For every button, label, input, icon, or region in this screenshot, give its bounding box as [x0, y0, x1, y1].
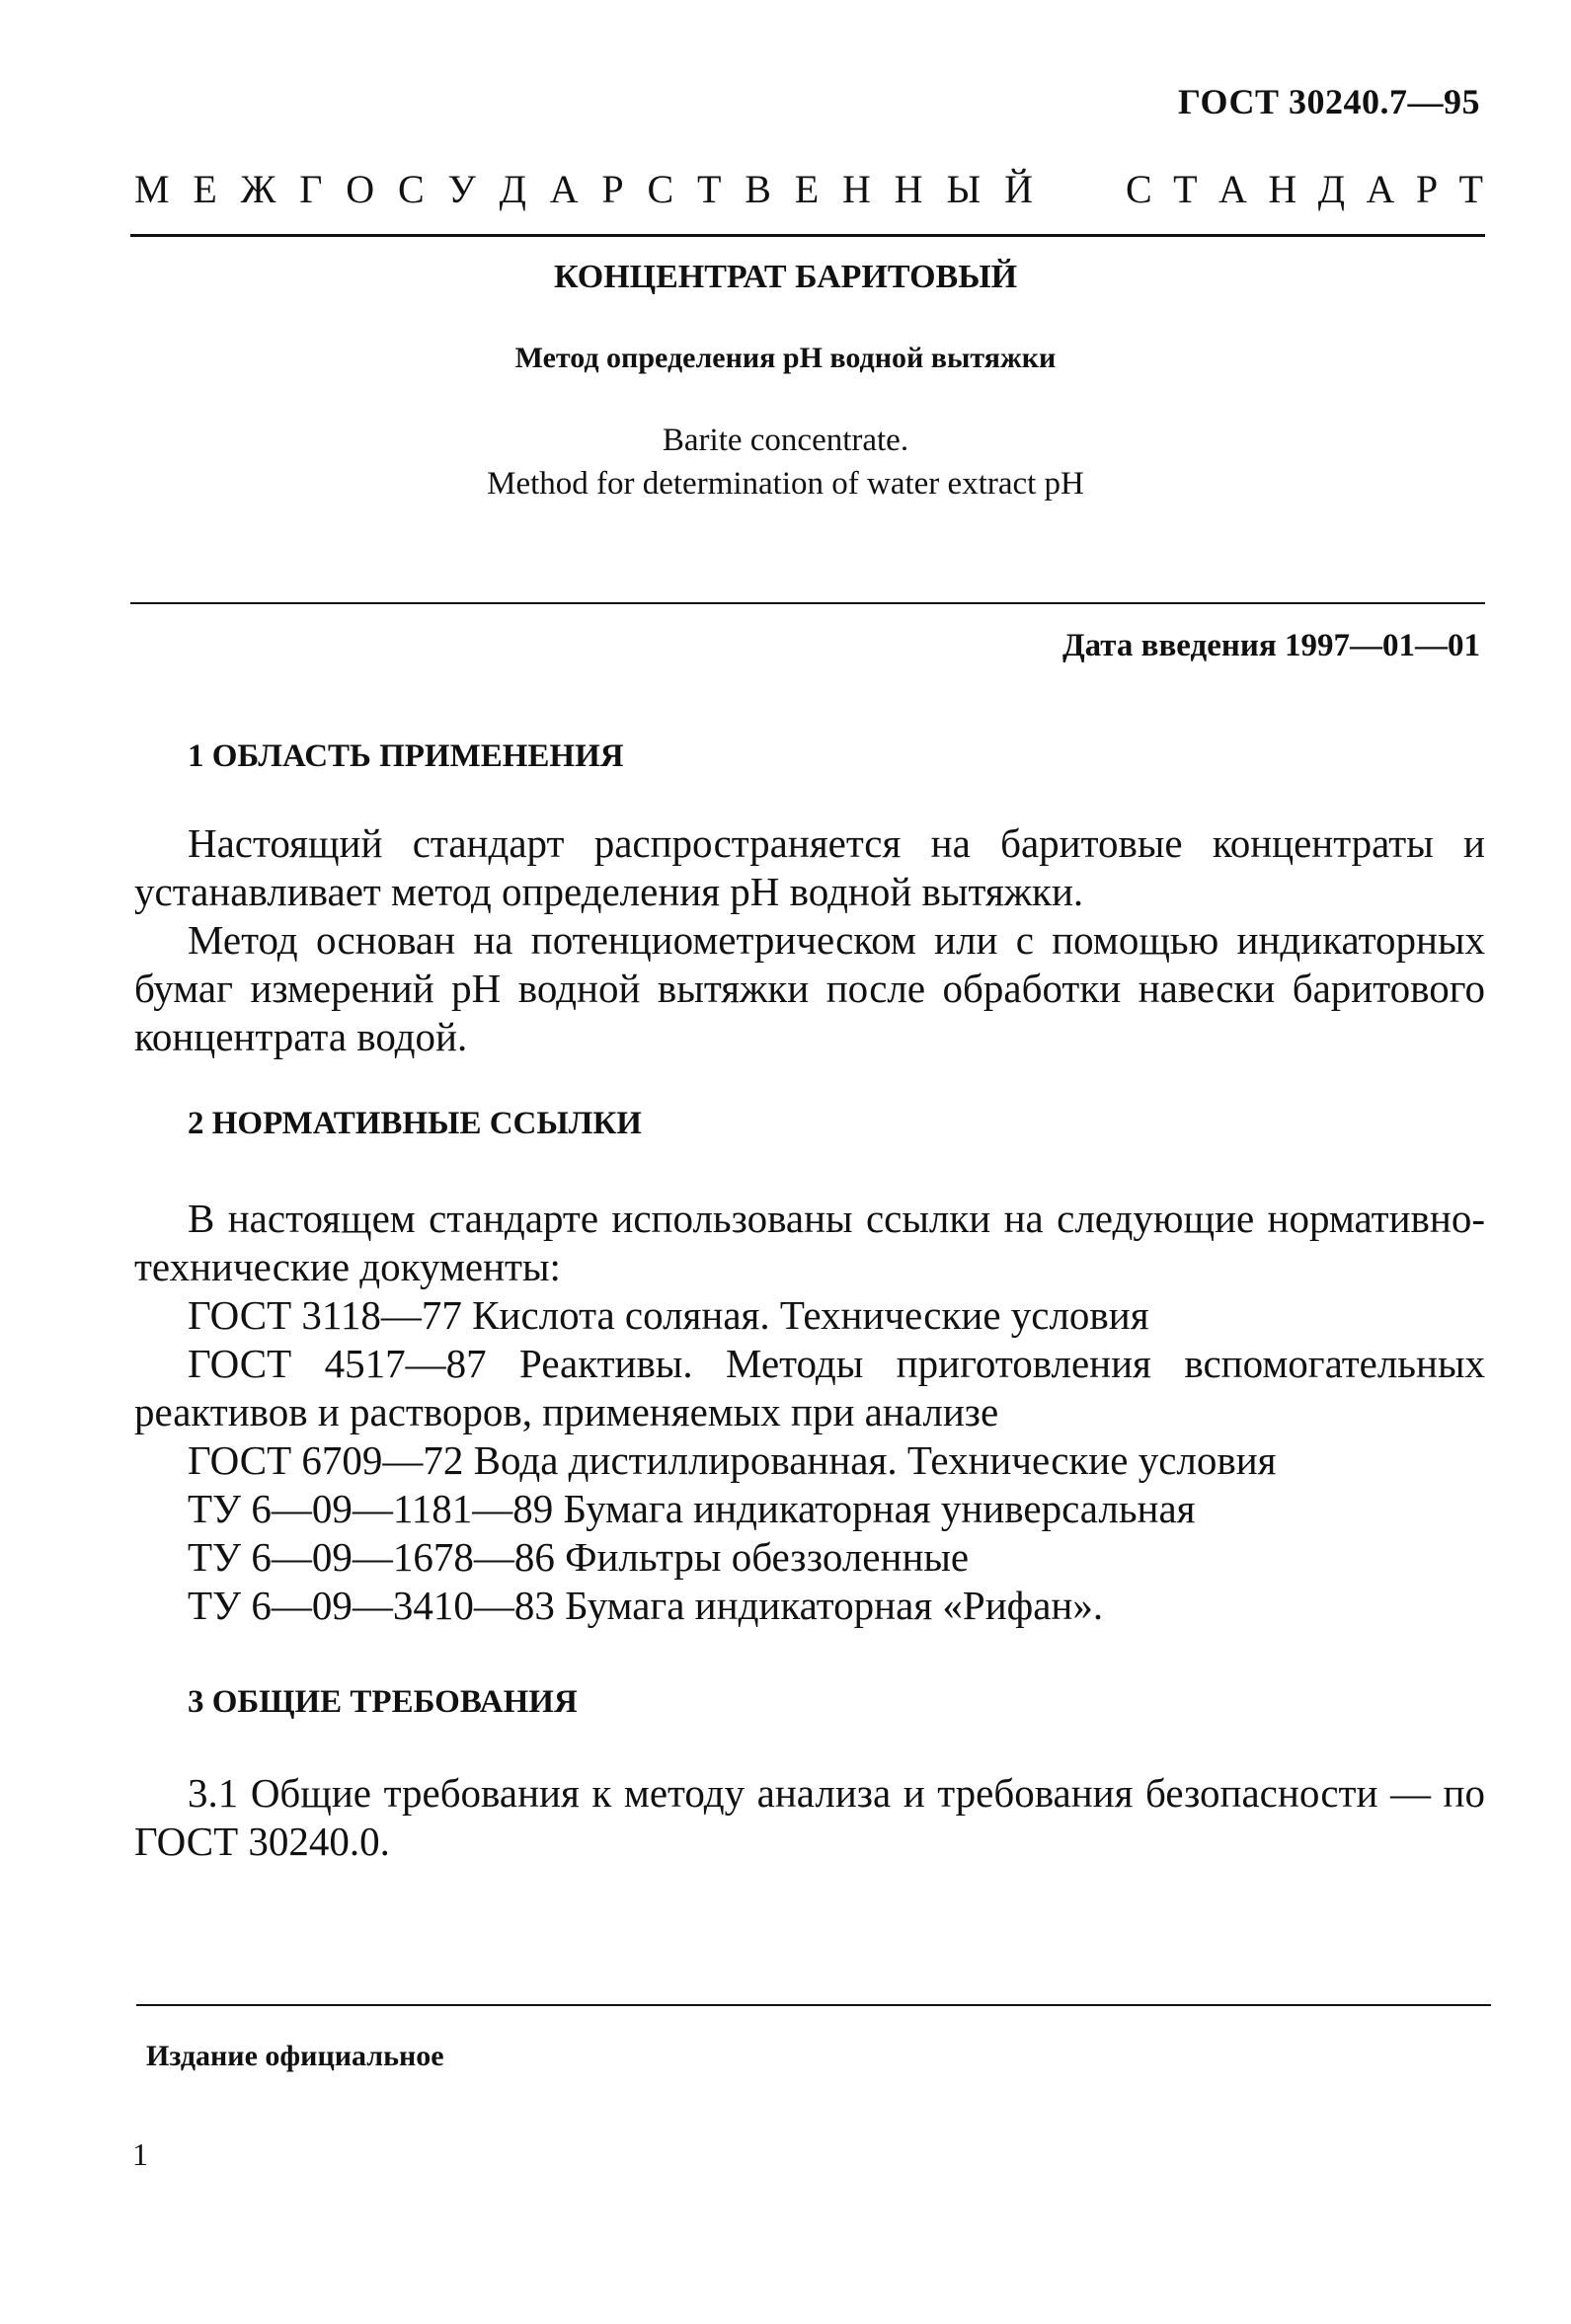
- paragraph: Настоящий стандарт распространяется на баритовые концентраты и устанавливает метод определения рН водной вытяжки.: [134, 820, 1485, 914]
- reference-item: ГОСТ 6709—72 Вода дистиллированная. Технические условия: [188, 1437, 1277, 1483]
- section-body-scope: [134, 819, 1485, 1061]
- english-title-line-2: Method for determination of water extract pH: [487, 466, 1084, 502]
- standard-type-heading: [134, 166, 1483, 212]
- official-edition-note: Издание официальное: [146, 2040, 444, 2072]
- introduction-date: Дата введения 1997—01—01: [1061, 628, 1480, 663]
- header-divider: [130, 234, 1485, 237]
- standard-type-word-1: М Е Ж Г О С У Д А Р С Т В Е Н Н Ы Й: [134, 167, 1033, 211]
- reference-item: ГОСТ 4517—87 Реактивы. Методы приготовления вспомогательных реактивов и растворов, применяемых при анализе: [134, 1341, 1485, 1434]
- document-subtitle: Метод определения рН водной вытяжки: [514, 342, 1057, 374]
- paragraph: Метод основан на потенциометрическом или с помощью индикаторных бумаг измерений рН водной вытяжки после обработки навески баритового концентрата водой.: [134, 917, 1485, 1059]
- reference-item: ТУ 6—09—1181—89 Бумага индикаторная универсальная: [188, 1486, 1196, 1531]
- paragraph: В настоящем стандарте использованы ссылки на следующие нормативно-технические документы:: [134, 1196, 1485, 1289]
- standard-type-word-2: С Т А Н Д А Р Т: [1126, 167, 1483, 211]
- section-heading-general-requirements: 3 ОБЩИЕ ТРЕБОВАНИЯ: [188, 1684, 578, 1720]
- paragraph: 3.1 Общие требования к методу анализа и требования безопасности — по ГОСТ 30240.0.: [134, 1770, 1485, 1864]
- english-title: [0, 419, 1571, 505]
- page-number: 1: [132, 2136, 148, 2172]
- footer-divider: [136, 2004, 1491, 2006]
- section-body-general-requirements: [134, 1769, 1485, 1866]
- section-heading-references: 2 НОРМАТИВНЫЕ ССЫЛКИ: [188, 1106, 642, 1141]
- reference-item: ТУ 6—09—1678—86 Фильтры обеззоленные: [188, 1534, 970, 1580]
- section-heading-scope: 1 ОБЛАСТЬ ПРИМЕНЕНИЯ: [188, 738, 624, 774]
- reference-item: ТУ 6—09—3410—83 Бумага индикаторная «Рифан».: [188, 1583, 1104, 1628]
- title-divider: [130, 602, 1485, 604]
- section-body-references: [134, 1195, 1485, 1630]
- document-title: КОНЦЕНТРАТ БАРИТОВЫЙ: [553, 259, 1018, 295]
- reference-item: ГОСТ 3118—77 Кислота соляная. Технические условия: [188, 1292, 1149, 1338]
- document-number: ГОСТ 30240.7—95: [1178, 82, 1480, 121]
- english-title-line-1: Barite concentrate.: [662, 423, 909, 458]
